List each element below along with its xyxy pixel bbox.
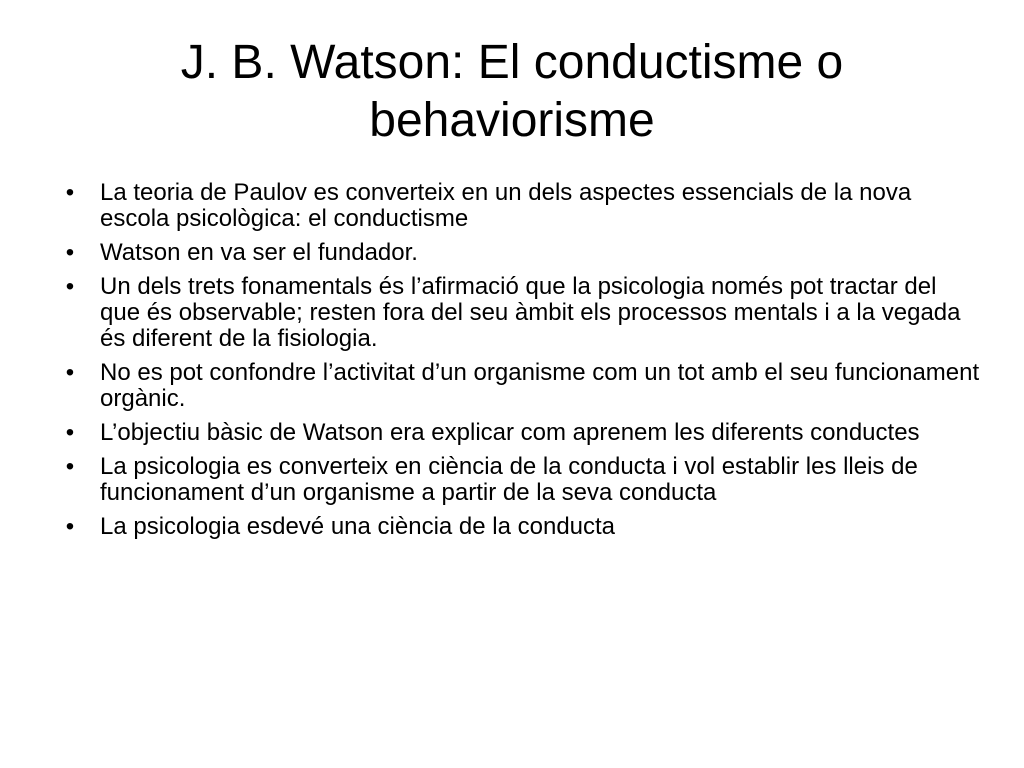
bullet-item [60,240,980,266]
bullet-icon: • [65,273,75,300]
bullet-icon: • [65,359,75,386]
bullet-icon: • [65,239,75,266]
bullet-icon: • [65,179,75,206]
bullet-icon: • [65,513,75,540]
bullet-item [60,420,980,446]
bullet-text: La teoria de Paulov es converteix en un dels aspectes essencials de la nova escola psicològica: el conductisme [100,179,912,232]
bullet-text: Watson en va ser el fundador. [100,239,418,266]
bullet-icon: • [65,419,75,446]
bullet-item [60,180,980,232]
bullet-item [60,360,980,412]
bullet-list [60,180,980,548]
bullet-icon: • [65,453,75,480]
bullet-item [60,274,980,352]
bullet-item [60,514,980,540]
bullet-text: La psicologia es converteix en ciència de la conducta i vol establir les lleis de funcionament d’un organisme a partir de la seva conducta [100,453,918,506]
bullet-text: L’objectiu bàsic de Watson era explicar com aprenem les diferents conductes [100,419,920,446]
bullet-text: No es pot confondre l’activitat d’un organisme com un tot amb el seu funcionament orgànic. [100,359,980,412]
bullet-item [60,454,980,506]
bullet-text: La psicologia esdevé una ciència de la conducta [100,513,616,540]
bullet-text: Un dels trets fonamentals és l’afirmació que la psicologia només pot tractar del que és observable; resten fora del seu àmbit els processos mentals i a la vegada és diferent de la fisiologia. [100,273,961,352]
slide-title: J. B. Watson: El conductisme o behaviorisme [180,36,844,147]
